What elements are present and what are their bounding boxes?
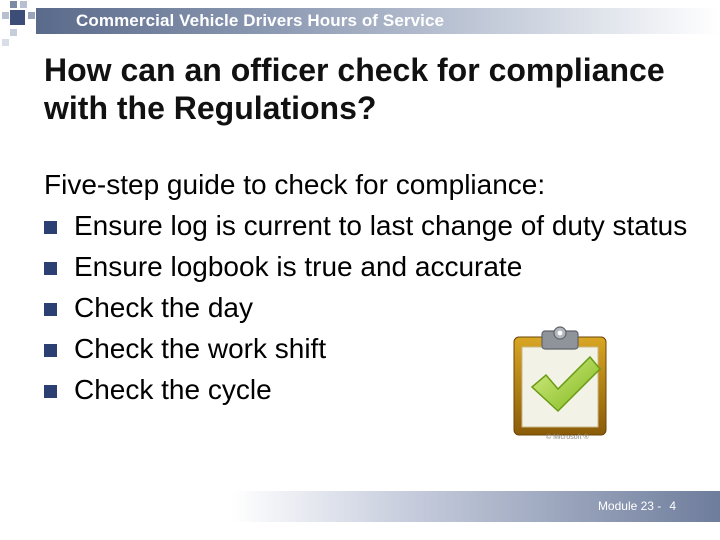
bullet-text: Check the work shift bbox=[74, 333, 327, 364]
module-label: Module 23 - bbox=[597, 499, 662, 513]
square-bullet-icon bbox=[44, 385, 57, 398]
slide-title: How can an officer check for compliance with the Regulations? bbox=[44, 52, 665, 126]
footer-page-label bbox=[598, 499, 676, 513]
clipart-credit: © Microsoft ® bbox=[546, 434, 589, 441]
bullet-item bbox=[44, 290, 694, 326]
bullet-item bbox=[44, 249, 694, 285]
page-number: 4 bbox=[669, 499, 676, 513]
bullet-text: Check the cycle bbox=[74, 374, 272, 405]
square-bullet-icon bbox=[44, 262, 57, 275]
square-bullet-icon bbox=[44, 303, 57, 316]
clipboard-checkmark-icon bbox=[510, 325, 620, 445]
header-title: Commercial Vehicle Drivers Hours of Service bbox=[76, 11, 445, 30]
square-bullet-icon bbox=[44, 221, 57, 234]
square-bullet-icon bbox=[44, 344, 57, 357]
bullet-text: Check the day bbox=[74, 292, 253, 323]
bullet-text: Ensure log is current to last change of duty status bbox=[74, 210, 688, 241]
bullet-item bbox=[44, 208, 694, 244]
lead-text: Five-step guide to check for compliance: bbox=[44, 169, 546, 200]
bullet-text: Ensure logbook is true and accurate bbox=[74, 251, 523, 282]
